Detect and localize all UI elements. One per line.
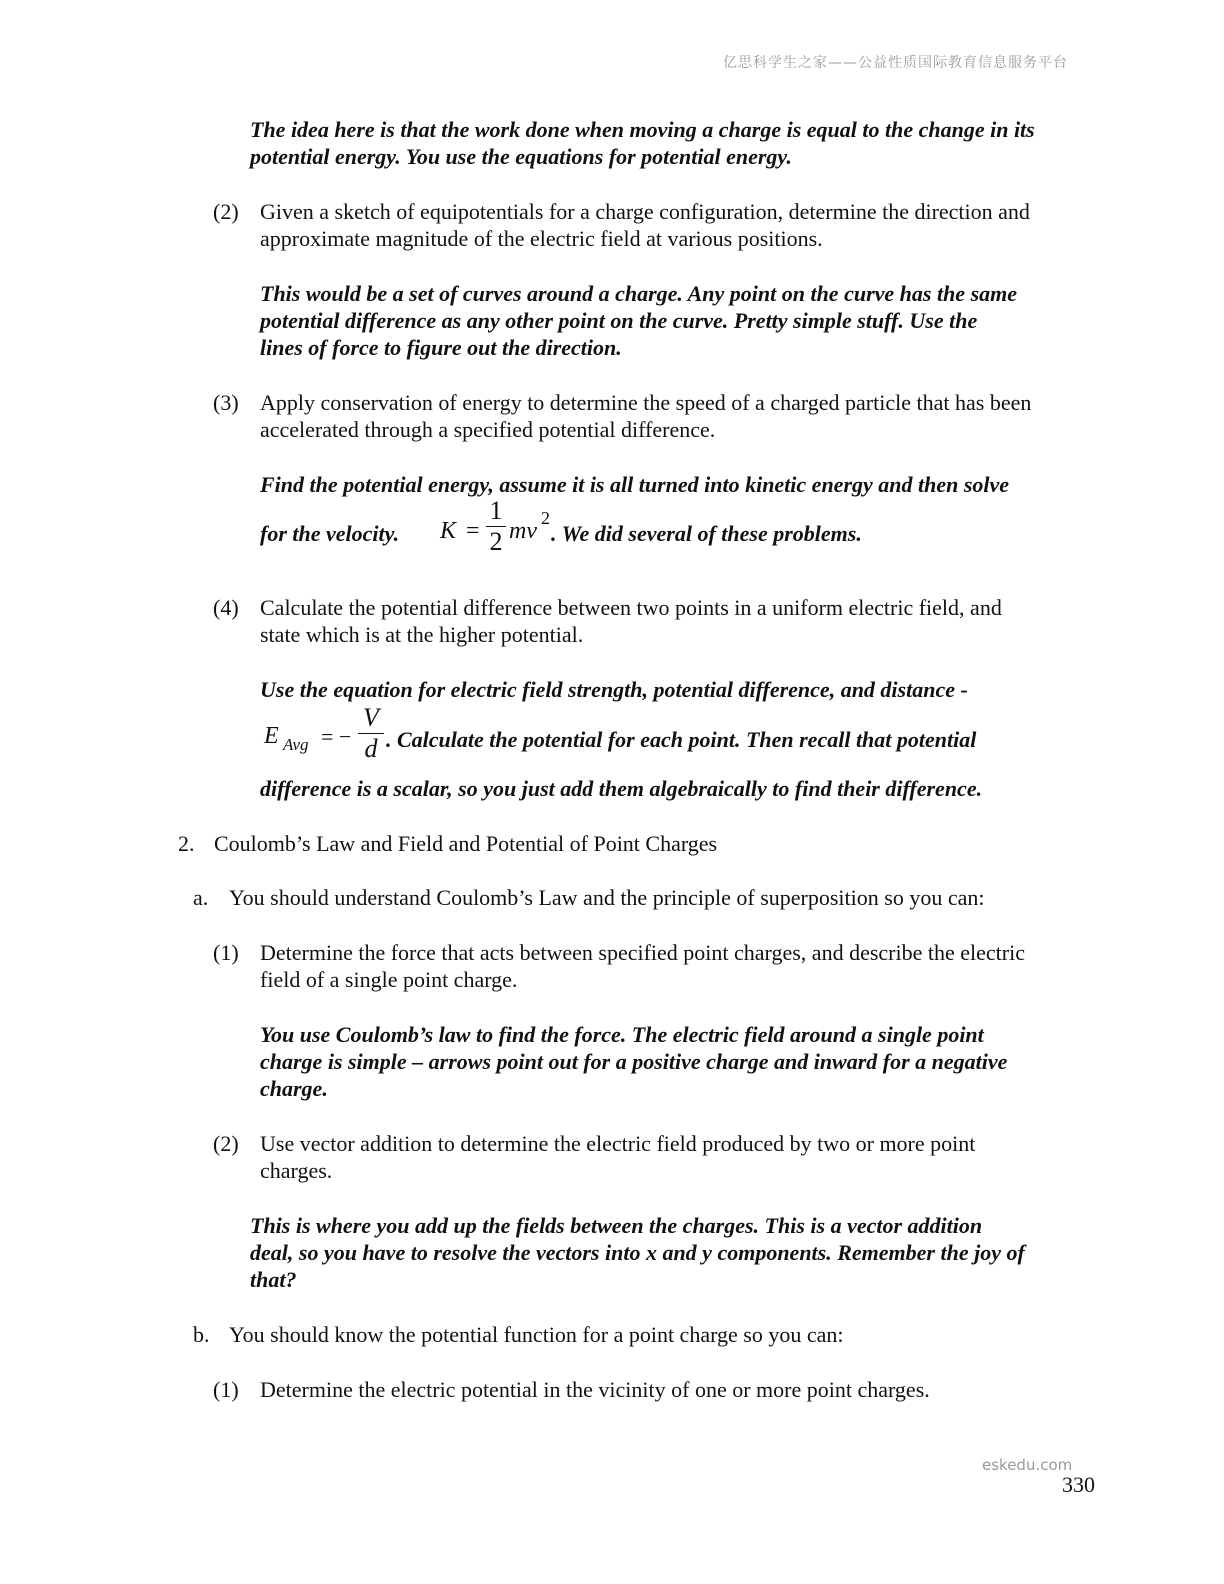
item-text: Calculate the potential difference between two points in a uniform electric field, and bbox=[260, 595, 1002, 620]
item-text: approximate magnitude of the electric field at various positions. bbox=[260, 226, 823, 251]
subsection-letter: b. bbox=[193, 1322, 210, 1347]
answer-line: . We did several of these problems. bbox=[551, 521, 862, 546]
answer-line: potential energy. You use the equations for potential energy. bbox=[250, 144, 792, 169]
answer-line: . Calculate the potential for each point. Then recall that potential bbox=[386, 727, 977, 752]
item-text: Apply conservation of energy to determine the speed of a charged particle that has been bbox=[260, 390, 1032, 415]
fraction-numerator: V bbox=[363, 703, 379, 732]
footer-site-watermark: eskedu.com bbox=[982, 1456, 1073, 1474]
item-text: Determine the force that acts between specified point charges, and describe the electric bbox=[260, 940, 1025, 965]
equation-term: mv bbox=[509, 518, 537, 544]
subsection-text: You should understand Coulomb’s Law and the principle of superposition so you can: bbox=[229, 885, 985, 910]
answer-line: charge. bbox=[260, 1076, 328, 1101]
equation-sign: = bbox=[466, 518, 480, 544]
watermark-header: 亿思科学生之家——公益性质国际教育信息服务平台 bbox=[723, 55, 1068, 71]
answer-line: This would be a set of curves around a charge. Any point on the curve has the same bbox=[260, 281, 1018, 306]
answer-line: charge is simple – arrows point out for a positive charge and inward for a negative bbox=[260, 1049, 1008, 1074]
item-text: state which is at the higher potential. bbox=[260, 622, 584, 647]
equation-subscript: Avg bbox=[283, 735, 309, 754]
answer-line: The idea here is that the work done when moving a charge is equal to the change in its bbox=[250, 117, 1035, 142]
section-number: 2. bbox=[178, 831, 195, 856]
answer-line: Find the potential energy, assume it is all turned into kinetic energy and then solve bbox=[260, 472, 1010, 497]
fraction bbox=[486, 498, 506, 555]
answer-line: potential difference as any other point on the curve. Pretty simple stuff. Use the bbox=[260, 308, 978, 333]
item-number: (4) bbox=[213, 595, 239, 620]
answer-line: that? bbox=[250, 1267, 297, 1292]
section-title: Coulomb’s Law and Field and Potential of Point Charges bbox=[214, 831, 718, 856]
answer-line: Use the equation for electric field strength, potential difference, and distance - bbox=[260, 677, 968, 702]
page-number: 330 bbox=[1062, 1472, 1095, 1497]
fraction-denominator: 2 bbox=[489, 527, 503, 556]
answer-line: deal, so you have to resolve the vectors into x and y components. Remember the joy of bbox=[250, 1240, 1025, 1265]
equation-sign: = − bbox=[321, 724, 352, 749]
subsection-text: You should know the potential function for a point charge so you can: bbox=[229, 1322, 844, 1347]
equation-symbol: K bbox=[440, 518, 457, 544]
answer-line: lines of force to figure out the direction. bbox=[260, 335, 622, 360]
item-number: (1) bbox=[213, 1377, 239, 1402]
item-text: Given a sketch of equipotentials for a charge configuration, determine the direction and bbox=[260, 199, 1030, 224]
fraction bbox=[358, 705, 384, 762]
fraction-denominator: d bbox=[364, 734, 378, 763]
answer-line: You use Coulomb’s law to find the force. The electric field around a single point bbox=[260, 1022, 984, 1047]
subsection-letter: a. bbox=[193, 885, 209, 910]
answer-line: for the velocity. bbox=[260, 521, 400, 546]
equation-symbol: E bbox=[264, 723, 279, 749]
answer-line: This is where you add up the fields between the charges. This is a vector addition bbox=[250, 1213, 983, 1238]
item-number: (3) bbox=[213, 390, 239, 415]
item-number: (2) bbox=[213, 199, 239, 224]
equation-exponent: 2 bbox=[541, 508, 550, 528]
item-number: (1) bbox=[213, 940, 239, 965]
item-text: Determine the electric potential in the vicinity of one or more point charges. bbox=[260, 1377, 930, 1402]
item-text: charges. bbox=[260, 1158, 333, 1183]
answer-line: difference is a scalar, so you just add them algebraically to find their difference. bbox=[260, 776, 983, 801]
fraction-numerator: 1 bbox=[489, 496, 503, 525]
item-text: Use vector addition to determine the electric field produced by two or more point bbox=[260, 1131, 976, 1156]
item-text: field of a single point charge. bbox=[260, 967, 518, 992]
item-text: accelerated through a specified potential difference. bbox=[260, 417, 716, 442]
item-number: (2) bbox=[213, 1131, 239, 1156]
